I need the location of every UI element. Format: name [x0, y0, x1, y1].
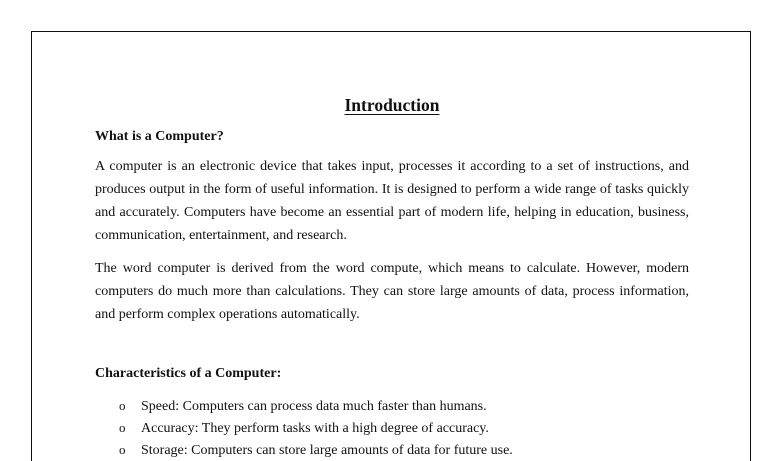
bullet-icon: o	[119, 398, 126, 413]
bullet-icon: o	[119, 420, 126, 435]
section-heading-characteristics: Characteristics of a Computer:	[95, 366, 282, 381]
document-title: Introduction	[344, 95, 440, 115]
bullet-icon: o	[119, 442, 126, 457]
list-item	[119, 417, 689, 439]
paragraph-definition: A computer is an electronic device that takes input, processes it according to a set of instructions, and produces output in the form of useful information. It is designed to perform a wide range of tasks quickly and accurately. Computers have become an essential part of modern life, helping in education, business, communication, entertainment, and research.	[95, 159, 689, 243]
document-content	[95, 94, 689, 461]
document-page	[31, 31, 751, 461]
list-item-text: Accuracy: They perform tasks with a high degree of accuracy.	[141, 421, 489, 436]
section-spacer	[95, 336, 689, 365]
section-heading-what-is-computer: What is a Computer?	[95, 129, 224, 144]
list-item-text: Storage: Computers can store large amounts of data for future use.	[141, 443, 513, 458]
paragraph-etymology: The word computer is derived from the word compute, which means to calculate. However, modern computers do much more than calculations. They can store large amounts of data, process information, and perform complex operations automatically.	[95, 261, 689, 322]
list-item	[119, 395, 689, 417]
characteristics-list	[95, 395, 689, 461]
list-item-text: Speed: Computers can process data much faster than humans.	[141, 399, 487, 414]
list-item	[119, 439, 689, 461]
